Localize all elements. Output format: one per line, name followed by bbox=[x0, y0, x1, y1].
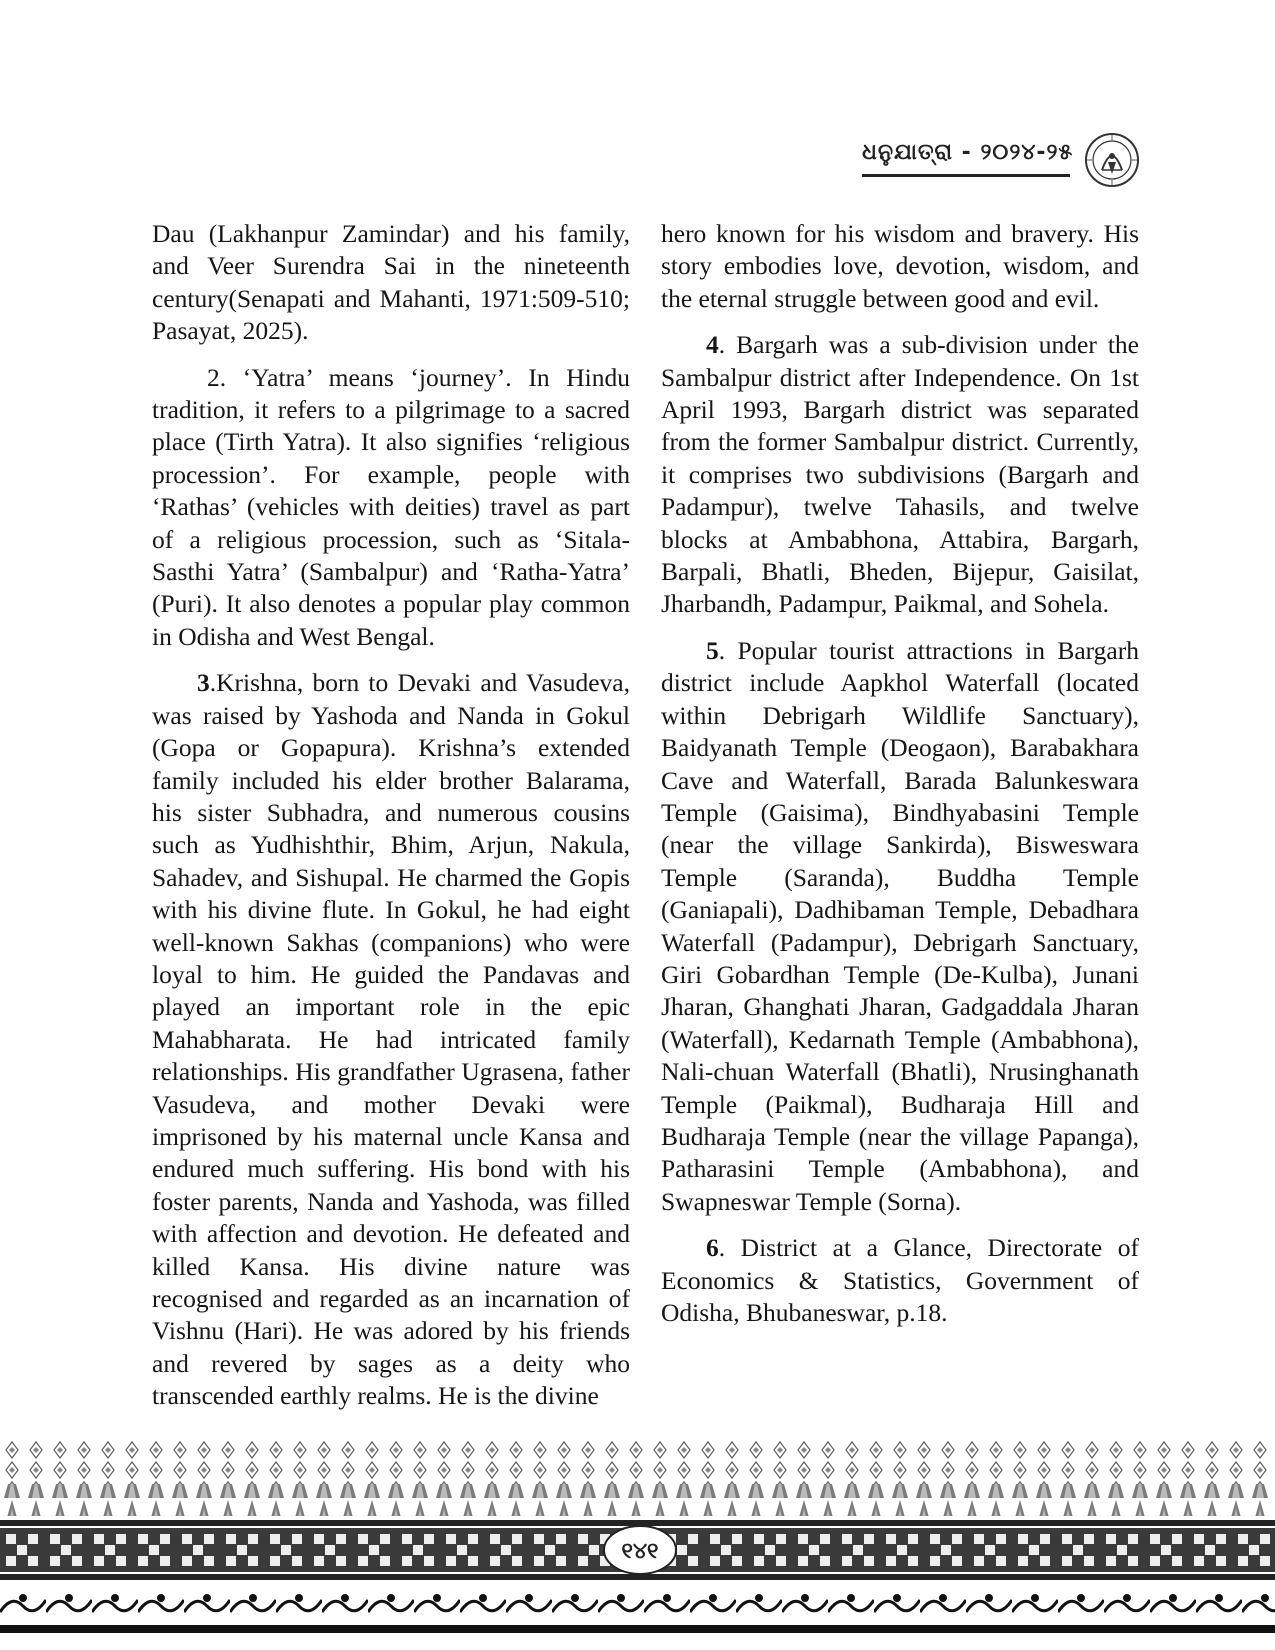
note-number: 6 bbox=[706, 1233, 719, 1263]
note-4 bbox=[661, 329, 1139, 621]
header-title: ଧନୁଯାତ୍ରା - ୨୦୨୪-୨୫ bbox=[862, 140, 1074, 165]
note-2: 2. ‘Yatra’ means ‘journey’. In Hindu tradition, it refers to a pilgrimage to a sacred place (Tirth Yatra). It also signifies ‘religious procession’. For example, people with ‘Rathas’ (vehicles with deities) travel as part of a religious procession, such as ‘Sitala-Sasthi Yatra’ (Sambalpur) and ‘Ratha-Yatra’ (Puri). It also denotes a popular play common in Odisha and West Bengal. bbox=[152, 362, 630, 651]
paragraph-continuation: hero known for his wisdom and bravery. His story embodies love, devotion, wisdom, and the eternal struggle between good and evil. bbox=[661, 219, 1139, 313]
textile-pattern-border-icon bbox=[0, 1440, 1275, 1650]
note-text: . Bargarh was a sub-division under the Sambalpur district after Independence. On 1st April 1993, Bargarh district was separated from the former Sambalpur district. Currently, it comprises two subdivisions (Bargarh and Padampur), twelve Tahasils, and twelve blocks at Ambabhona, Attabira, Bargarh, Barpali, Bhatli, Bheden, Bijepur, Gaisilat, Jharbandh, Padampur, Paikmal, and Sohela. bbox=[661, 330, 1139, 619]
note-number: 3 bbox=[197, 668, 210, 698]
note-6 bbox=[661, 1232, 1139, 1329]
page-number: ୧୪୧ bbox=[621, 1539, 659, 1564]
header-underline bbox=[862, 174, 1070, 177]
note-text: . Popular tourist attractions in Bargarh district include Aapkhol Waterfall (located within Debrigarh Wildlife Sanctuary), Baidyanath Temple (Deogaon), Barabakhara Cave and Waterfall, Barada Balunkeswara Temple (Gaisima), Bindhyabasini Temple (near the village Sankirda), Bisweswara Temple (Saranda), Buddha Temple (Ganiapali), Dadhibaman Temple, Debadhara Waterfall (Padampur), Debrigarh Sanctuary, Giri Gobardhan Temple (De-Kulba), Junani Jharan, Ghanghati Jharan, Gadgaddala Jharan (Waterfall), Kedarnath Temple (Ambabhona), Nali-chuan Waterfall (Bhatli), Nrusinghanath Temple (Paikmal), Budharaja Hill and Budharaja Temple (near the village Papanga), Patharasini Temple (Ambabhona), and Swapneswar Temple (Sorna). bbox=[661, 635, 1139, 1216]
note-number: 5 bbox=[706, 635, 719, 665]
note-text: . District at a Glance, Directorate of Economics & Statistics, Government of Odisha, Bhubaneswar, p.18. bbox=[661, 1233, 1139, 1327]
note-number: 4 bbox=[706, 330, 719, 360]
note-text: .Krishna, born to Devaki and Vasudeva, was raised by Yashoda and Nanda in Gokul (Gopa or Gopapura). Krishna’s extended family included his elder brother Balarama, his sister Subhadra, and numerous cousins such as Yudhishthir, Bhim, Arjun, Nakula, Sahadev, and Sishupal. He charmed the Gopis with his divine flute. In Gokul, he had eight well-known Sakhas (companions) who were loyal to him. He guided the Pandavas and played an important role in the epic Mahabharata. He had intricated family relationships. His grandfather Ugrasena, father Vasudeva, and mother Devaki were imprisoned by his maternal uncle Kansa and endured much suffering. His bond with his foster parents, Nanda and Yashoda, was filled with affection and devotion. He defeated and killed Kansa. His divine nature was recognised and regarded as an incarnation of Vishnu (Hari). He was adored by his friends and revered by sages as a deity who transcended earthly realms. He is the divine bbox=[152, 668, 630, 1411]
right-column bbox=[661, 218, 1139, 1343]
note-3 bbox=[152, 667, 630, 1412]
page-header bbox=[850, 132, 1150, 188]
paragraph-continuation: Dau (Lakhanpur Zamindar) and his family, and Veer Surendra Sai in the nineteenth century(Senapati and Mahanti, 1971:509-510; Pasayat, 2025). bbox=[152, 219, 630, 346]
dhanuyatra-emblem-icon bbox=[1084, 132, 1140, 188]
left-column bbox=[152, 218, 630, 1427]
note-5 bbox=[661, 635, 1139, 1218]
